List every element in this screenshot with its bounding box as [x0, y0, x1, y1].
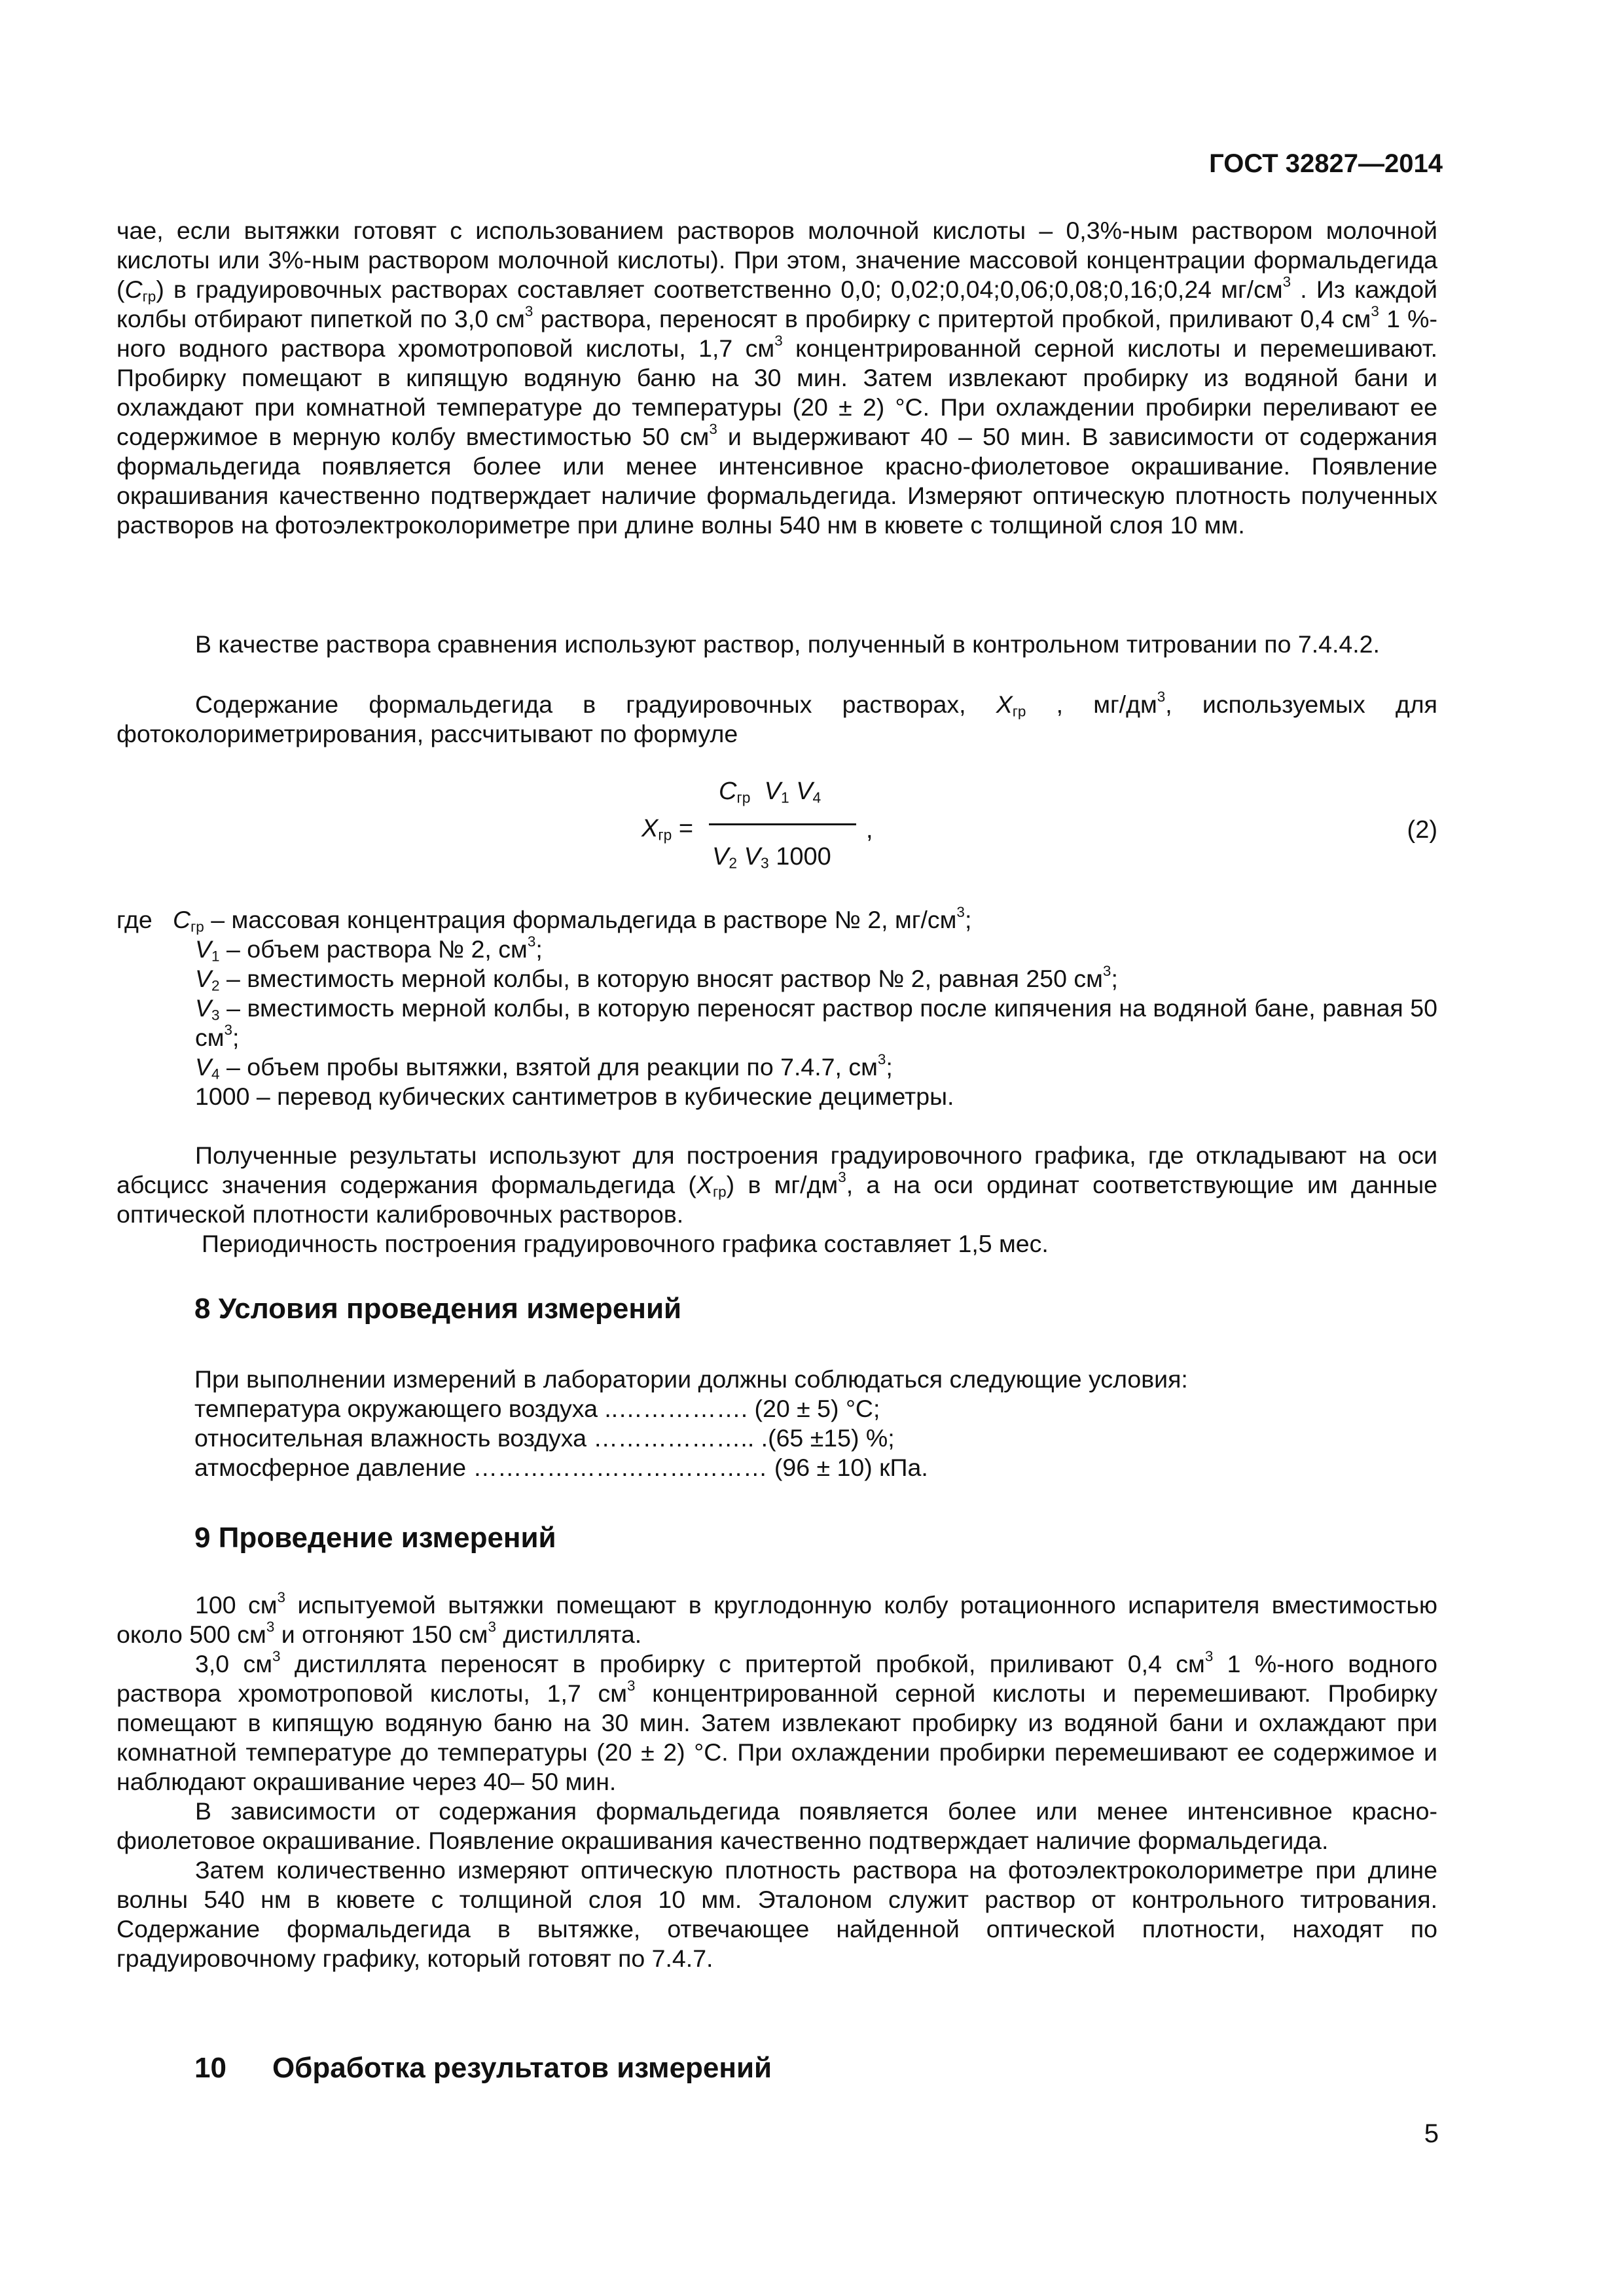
conditions-intro: При выполнении измерений в лаборатории должны соблюдаться следующие условия: [194, 1365, 1188, 1393]
paragraph-reference-solution: В качестве раствора сравнения используют раствор, полученный в контрольном титровании по 7.4.4.2. [195, 630, 1380, 658]
definition-1000: 1000 – перевод кубических сантиметров в кубические дециметры. [195, 1083, 954, 1110]
condition-humidity: относительная влажность воздуха ……………….. .(65 ±15) %; [194, 1424, 895, 1452]
section-9-p4: Затем количественно измеряют оптическую плотность раствора на фотоэлектроколориметре при длине волны 540 нм в кювете с толщиной слоя 10 мм. Эталоном служит раствор от контрольного титрования. Содержание формальдегида в вытяжке, отвечающее найденной оптической плотности, находят по градуировочному графику, который готовят по 7.4.7. [117, 1856, 1437, 1972]
section-9-p3: В зависимости от содержания формальдегида появляется более или менее интенсивное красно-фиолетовое окрашивание. Появление окрашивания качественно подтверждает наличие формальдегида. [117, 1797, 1437, 1854]
section-10-number: 10 [194, 2052, 226, 2084]
formula-numerator: $C_{гр}$ $V_1$ $V_4$ [719, 778, 821, 806]
section-9-title: 9 Проведение измерений [194, 1522, 556, 1554]
section-9-p1: 100 $см^3$ испытуемой вытяжки помещают в круглодонную колбу ротационного испарителя вместимостью около 500 $см^3$ и отгоняют 150 $см^3$ дистиллята. [117, 1589, 1437, 1648]
formula-2 [0, 776, 1624, 893]
condition-pressure: атмосферное давление ……………………………… (96 ± 10) кПа. [194, 1454, 928, 1481]
definition-v1: $V_1$ – объем раствора № 2, $см^3$; [195, 933, 543, 965]
section-9-body [117, 1590, 1437, 1973]
equation-number: (2) [1407, 816, 1437, 844]
paragraph-calibration-graph: Полученные результаты используют для построения градуировочного графика, где откладывают на оси абсцисс значения содержания формальдегида $(X_{гр})$ в $мг/дм^3$, а на оси ординат соответствующие им данные оптической плотности калибровочных растворов. [117, 1141, 1438, 1228]
paragraph-formula-intro: Содержание формальдегида в градуировочных растворах, $X_{гр}$ , $мг/дм^3$, используемых для фотоколориметрирования, рассчитывают по формуле [117, 689, 1437, 747]
section-8-title: 8 Условия проведения измерений [194, 1293, 682, 1325]
definition-v2: $V_2$ – вместимость мерной колбы, в которую вносят раствор № 2, равная 250 $см^3$; [195, 963, 1118, 994]
paragraph-intro: чае, если вытяжки готовят с использованием растворов молочной кислоты – 0,3%-ным раствором молочной кислоты или 3%-ным раствором молочной кислоты). При этом, значение массовой концентрации формальдегида $(C_{гр})$ в градуировочных растворах составляет соответственно 0,0; 0,02;0,04;0,06;0,08;0,16;0,24 $мг/см^3$ . Из каждой колбы отбирают пипеткой по 3,0 $см^3$ раствора, переносят в пробирку с притертой пробкой, приливают 0,4 $см^3$ 1 %-ного водного раствора хромотроповой кислоты, 1,7 $см^3$ концентрированной серной кислоты и перемешивают. Пробирку помещают в кипящую водяную баню на 30 мин. Затем извлекают пробирку из водяной бани и охлаждают при комнатной температуре до температуры (20 ± 2) °С. При охлаждении пробирки переливают ее содержимое в мерную колбу вместимостью 50 $см^3$ и выдерживают 40 – 50 мин. В зависимости от содержания формальдегида появляется более или менее интенсивное красно-фиолетовое окрашивание. Появление окрашивания качественно подтверждает наличие формальдегида. Измеряют оптическую плотность полученных растворов на фотоэлектроколориметре при длине волны 540 нм в кювете с толщиной слоя 10 мм. [117, 217, 1438, 539]
page-number: 5 [1424, 2119, 1439, 2148]
condition-temperature: температура окружающего воздуха ..……………. (20 ± 5) °С; [194, 1395, 880, 1422]
section-8-conditions [194, 1365, 1188, 1482]
formula-lhs: $X_{гр}$ = [641, 815, 694, 844]
section-10-title [194, 2052, 772, 2085]
variable-definitions [117, 905, 1437, 1111]
definition-c: где $C_{гр}$ – массовая концентрация формальдегида в растворе № 2, $мг/см^3$; [117, 904, 972, 935]
definition-v3: $V_3$ – вместимость мерной колбы, в которую переносят раствор после кипячения на водяной бане, равная 50 $см^3$; [195, 994, 1437, 1051]
section-9-p2: 3,0 $см^3$ дистиллята переносят в пробирку с притертой пробкой, приливают 0,4 $см^3$ 1 %-ного водного раствора хромотроповой кислоты, 1,7 $см^3$ концентрированной серной кислоты и перемешивают. Пробирку помещают в кипящую водяную баню на 30 мин. Затем извлекают пробирку из водяной бани и охлаждают при комнатной температуре до температуры (20 ± 2) °С. При охлаждении пробирки перемешивают ее содержимое и наблюдают окрашивание через 40– 50 мин. [117, 1648, 1437, 1795]
paragraph-periodicity: Периодичность построения градуировочного графика составляет 1,5 мес. [202, 1230, 1049, 1257]
standard-header: ГОСТ 32827—2014 [1209, 149, 1443, 178]
section-10-heading: Обработка результатов измерений [272, 2052, 772, 2084]
definition-v4: $V_4$ – объем пробы вытяжки, взятой для реакции по 7.4.7, $см^3$; [195, 1051, 893, 1083]
formula-denominator: $V_2$ $V_3$ 1000 [712, 843, 831, 872]
formula-comma: , [866, 816, 873, 844]
fraction-bar [709, 823, 856, 825]
